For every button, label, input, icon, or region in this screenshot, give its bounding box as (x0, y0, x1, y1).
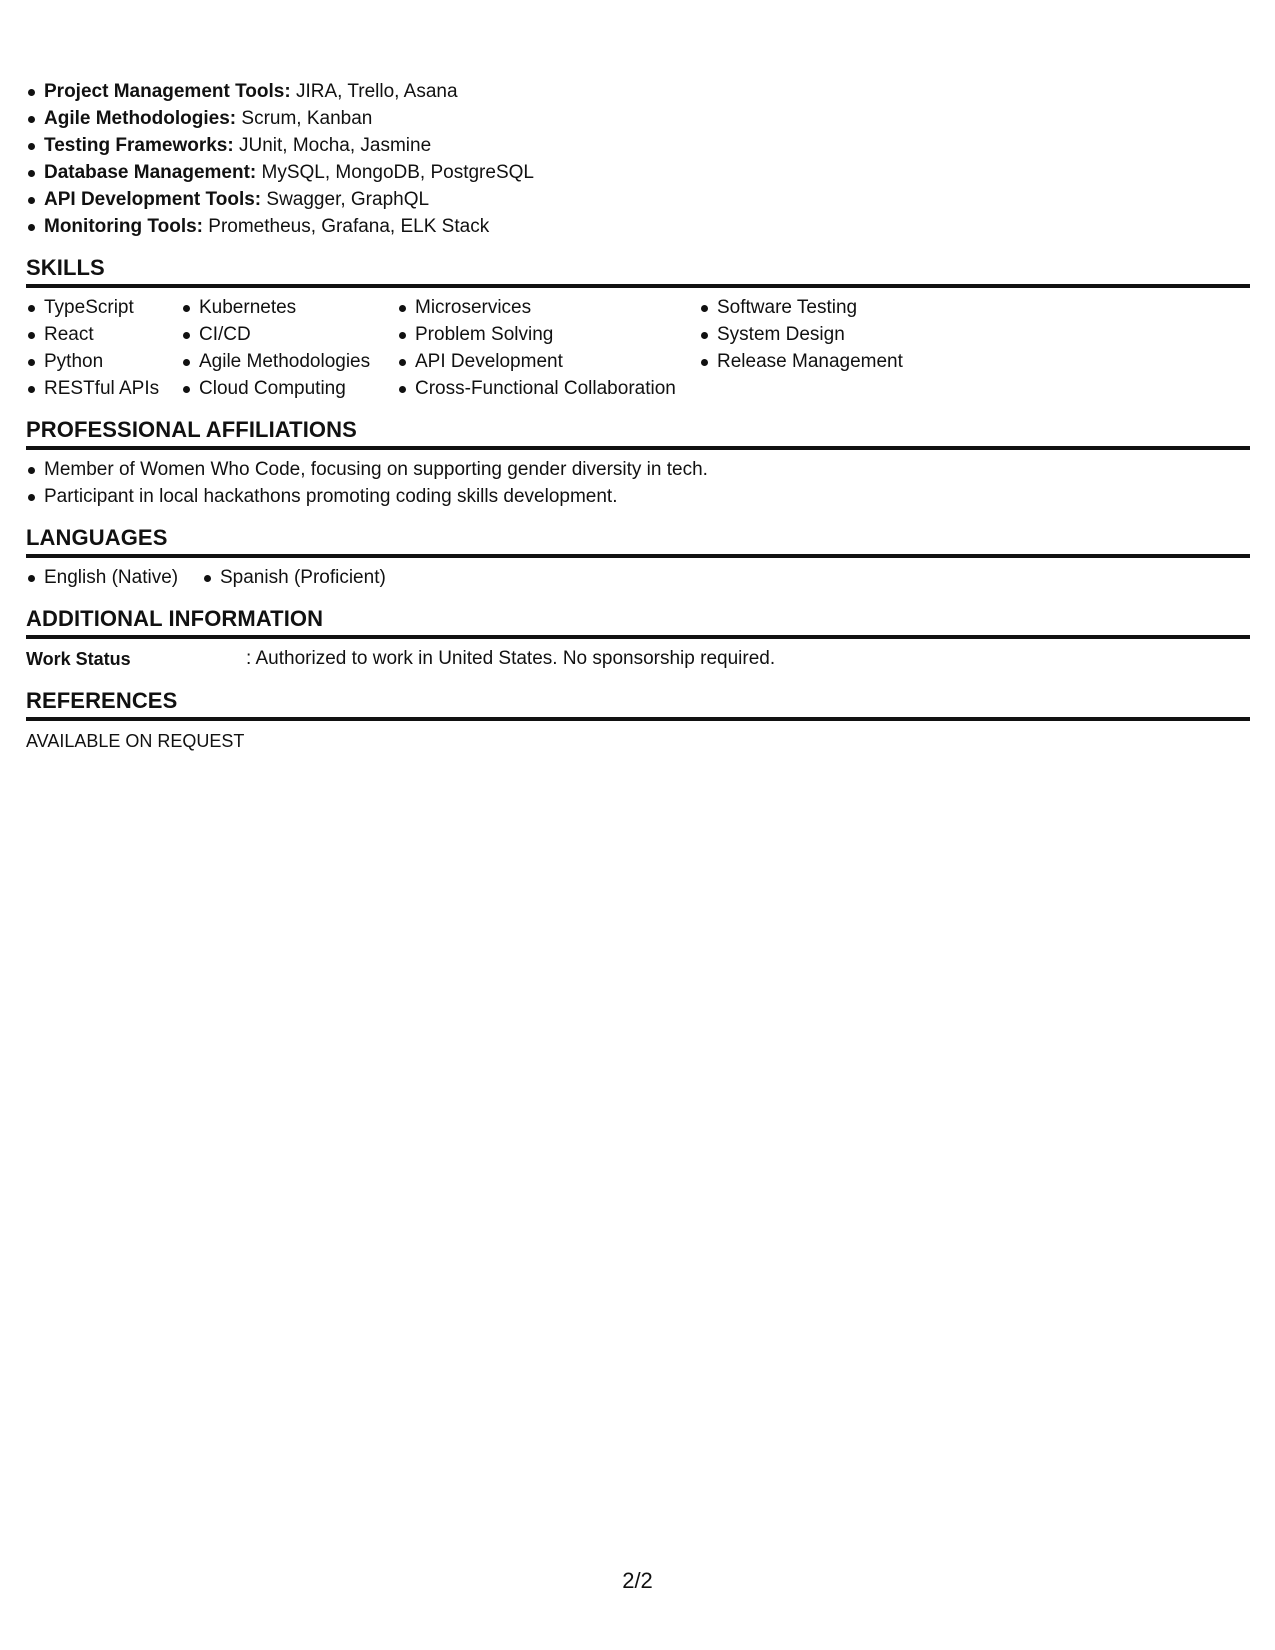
work-status-label: Work Status (26, 649, 131, 669)
section-title-skills: SKILLS (26, 254, 1250, 288)
skill-item: Cross-Functional Collaboration (397, 375, 699, 402)
skills-column-4 (699, 294, 959, 402)
list-item: Participant in local hackathons promoting coding skills development. (26, 483, 1250, 510)
resume-page (26, 78, 1250, 755)
language-item: Spanish (Proficient) (202, 564, 386, 591)
references-section (26, 687, 1250, 755)
skill-item: Kubernetes (181, 294, 397, 321)
skill-item: Agile Methodologies (181, 348, 397, 375)
tool-value: Scrum, Kanban (241, 108, 373, 129)
skill-item: Python (26, 348, 181, 375)
languages-row (26, 564, 1250, 591)
section-title-languages: LANGUAGES (26, 524, 1250, 558)
tool-label: Monitoring Tools: (44, 216, 203, 237)
tool-value: JUnit, Mocha, Jasmine (238, 135, 432, 156)
skill-item: Microservices (397, 294, 699, 321)
list-item (26, 105, 1250, 132)
tools-list (26, 78, 1250, 240)
list-item (26, 159, 1250, 186)
skill-item: CI/CD (181, 321, 397, 348)
skills-column-3 (397, 294, 699, 402)
affiliations-section (26, 416, 1250, 510)
skill-item: React (26, 321, 181, 348)
section-title-references: REFERENCES (26, 687, 1250, 721)
list-item (26, 78, 1250, 105)
work-status-value: : Authorized to work in United States. No sponsorship required. (246, 648, 776, 669)
skill-item: RESTful APIs (26, 375, 181, 402)
work-status-row (26, 645, 1250, 673)
language-item: English (Native) (26, 564, 202, 591)
skills-section (26, 254, 1250, 402)
skills-column-1 (26, 294, 181, 402)
tool-label: Project Management Tools: (44, 81, 291, 102)
skill-item: Problem Solving (397, 321, 699, 348)
languages-column-2 (202, 564, 386, 591)
list-item (26, 213, 1250, 240)
skills-grid (26, 294, 1250, 402)
page-number: 2/2 (622, 1568, 653, 1593)
skill-item: Release Management (699, 348, 959, 375)
additional-info-section (26, 605, 1250, 673)
list-item: Member of Women Who Code, focusing on supporting gender diversity in tech. (26, 456, 1250, 483)
tool-value: MySQL, MongoDB, PostgreSQL (261, 162, 534, 183)
skills-column-2 (181, 294, 397, 402)
tool-value: Prometheus, Grafana, ELK Stack (208, 216, 490, 237)
tool-value: Swagger, GraphQL (266, 189, 430, 210)
list-item (26, 132, 1250, 159)
references-text: AVAILABLE ON REQUEST (26, 731, 245, 751)
tool-value: JIRA, Trello, Asana (295, 81, 458, 102)
skill-item: Software Testing (699, 294, 959, 321)
tool-label: Database Management: (44, 162, 257, 183)
tool-label: Testing Frameworks: (44, 135, 234, 156)
languages-column-1 (26, 564, 202, 591)
skill-item: Cloud Computing (181, 375, 397, 402)
skill-item: API Development (397, 348, 699, 375)
affiliations-list (26, 456, 1250, 510)
skill-item: System Design (699, 321, 959, 348)
skill-item: TypeScript (26, 294, 181, 321)
languages-section (26, 524, 1250, 591)
section-title-additional: ADDITIONAL INFORMATION (26, 605, 1250, 639)
list-item (26, 186, 1250, 213)
section-title-affiliations: PROFESSIONAL AFFILIATIONS (26, 416, 1250, 450)
tool-label: Agile Methodologies: (44, 108, 237, 129)
tool-label: API Development Tools: (44, 189, 262, 210)
